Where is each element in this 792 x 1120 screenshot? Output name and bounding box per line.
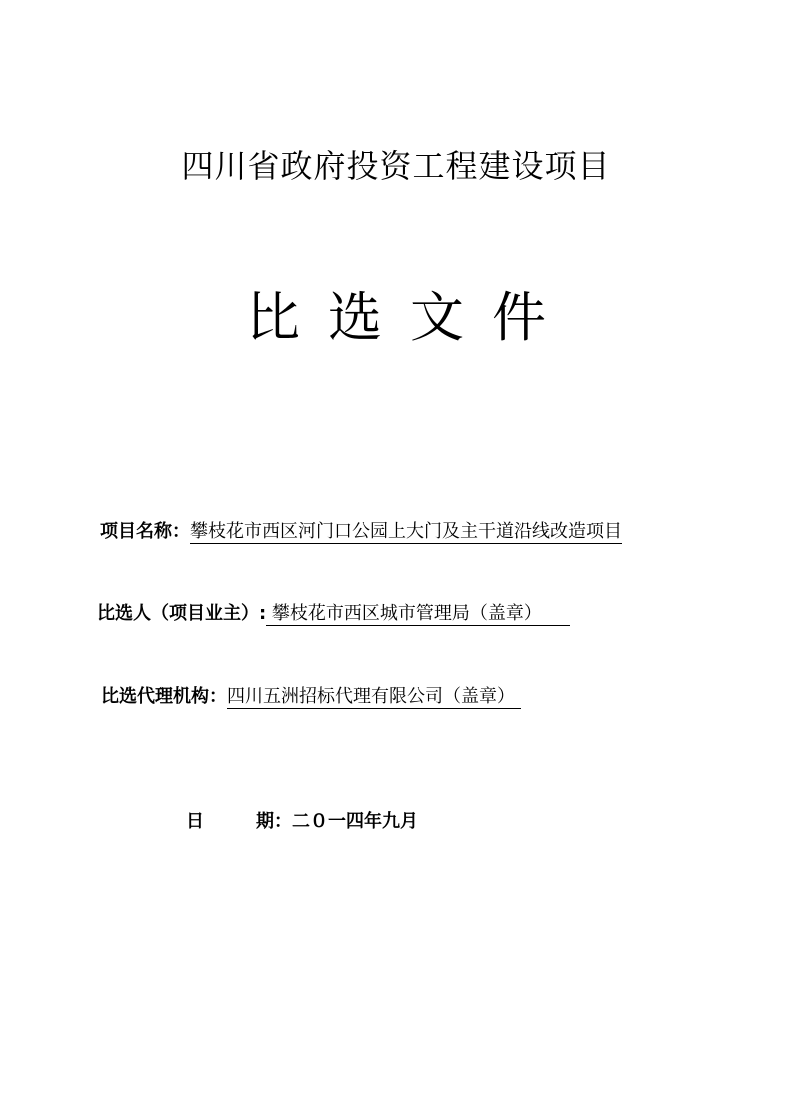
agent-value: 四川五洲招标代理有限公司（盖章） <box>227 686 521 709</box>
document-heading: 四川省政府投资工程建设项目 <box>181 147 611 185</box>
agent-label: 比选代理机构： <box>101 686 227 707</box>
project-name-value: 攀枝花市西区河门口公园上大门及主干道沿线改造项目 <box>190 521 622 542</box>
owner-value: 攀枝花市西区城市管理局（盖章） <box>266 603 570 626</box>
date-label-second: 期： <box>256 811 292 832</box>
date-label-first: 日 <box>186 811 204 832</box>
project-name-label: 项目名称： <box>100 521 190 542</box>
owner-field <box>97 601 570 627</box>
date-field <box>186 809 418 835</box>
document-type-title: 比选文件 <box>246 286 574 349</box>
date-value: 二０一四年九月 <box>292 811 418 832</box>
agent-field <box>101 684 521 710</box>
owner-label: 比选人（项目业主）: <box>97 603 267 624</box>
project-name-field <box>100 519 622 545</box>
